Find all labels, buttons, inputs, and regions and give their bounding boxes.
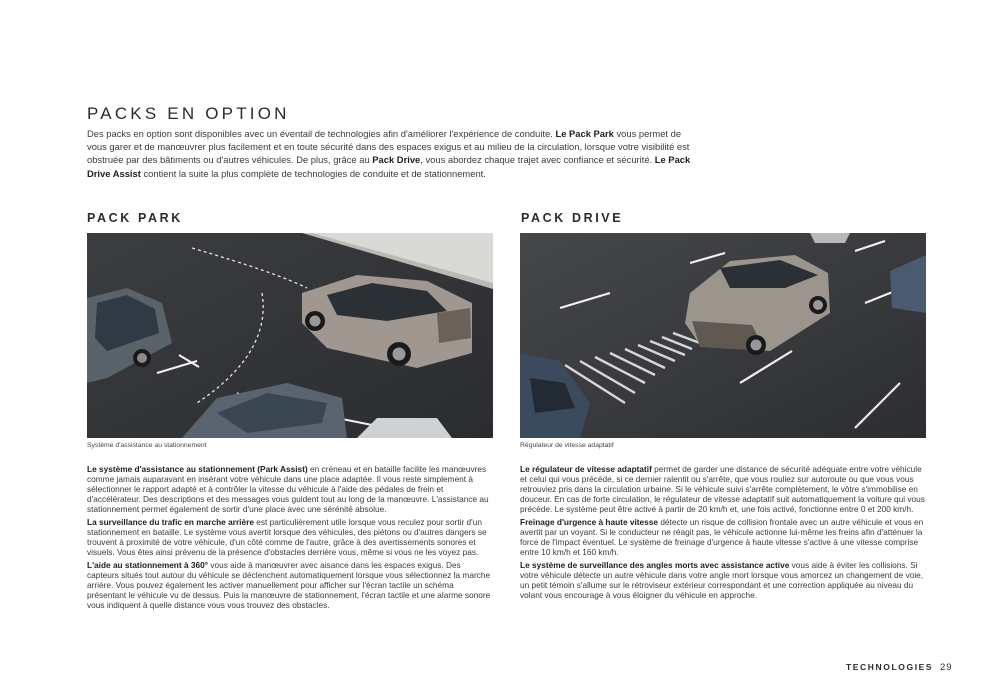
page-number: 29 (940, 662, 953, 673)
park-paragraph-3: L'aide au stationnement à 360° vous aide à manœuvrer avec aisance dans les espaces exigus. Des capteurs situés tout autour du véhicule se déclenchent automatiquement lorsque vous sélectionnez la marche arrière. Vous pouvez également les activer manuellement pour afficher sur l'écran tactile un schéma présentant le véhicule vu de dessus. Puis la manœuvre de stationnement, l'écran tactile et une alarme sonore vous indiquent à quelle distance vous vous trouvez des obstacles. (87, 560, 491, 610)
drive-paragraph-1: Le régulateur de vitesse adaptatif permet de garder une distance de sécurité adéquate entre votre véhicule et celui qui vous précède, si ce dernier ralentit ou s'arrête, que vous rouliez sur autoroute ou que vous vous retrouviez pris dans la circulation urbaine. Si le véhicule suivi s'arrête complètement, le vôtre s'immobilise en douceur. En cas de forte circulation, le régulateur de vitesse adaptatif suit automatiquement la voiture qui vous précède. Le système peut être activé à partir de 20 km/h et, une fois activé, fonctionne entre 0 et 200 km/h. (520, 464, 925, 514)
drive-caption: Régulateur de vitesse adaptatif (520, 442, 614, 449)
section-label: TECHNOLOGIES (846, 662, 934, 672)
page-title: PACKS EN OPTION (87, 104, 290, 123)
pack-park-heading: PACK PARK (87, 211, 183, 225)
pack-drive-heading: PACK DRIVE (521, 211, 624, 225)
drive-body (520, 464, 926, 603)
drive-paragraph-3: Le système de surveillance des angles morts avec assistance active vous aide à éviter les collisions. Si votre véhicule détecte un autre véhicule dans votre angle mort lorsque vous amorcez un changement de voie, un petit témoin s'allume sur le rétroviseur extérieur correspondant et une correction appliquée au niveau du volant vous encourage à vous éloigner du véhicule en approche. (520, 560, 924, 600)
park-assist-photo (87, 233, 493, 438)
drive-paragraph-2: Freinage d'urgence à haute vitesse détecte un risque de collision frontale avec un autre véhicule et vous en avertit par un voyant. Si le conducteur ne réagit pas, le véhicule actionne lui-même les freins afin d'atténuer la force de l'impact éventuel. Le système de freinage d'urgence à haute vitesse s'active à une vitesse comprise entre 10 km/h et 160 km/h. (520, 517, 924, 557)
park-paragraph-2: La surveillance du trafic en marche arrière est particulièrement utile lorsque vous reculez pour sortir d'un stationnement en bataille. Le système vous avertit lorsque des véhicules, des piétons ou d'autres dangers se trouvent à proximité de votre véhicule, d'un côté comme de l'autre, grâce à des avertissements sonores et visuels. Vous êtes ainsi prévenu de la présence d'obstacles derrière vous, même si vous ne les voyez pas. (87, 517, 487, 557)
park-caption: Système d'assistance au stationnement (87, 442, 207, 449)
adaptive-cruise-photo (520, 233, 926, 438)
intro-paragraph: Des packs en option sont disponibles avec un éventail de technologies afin d'améliorer l'expérience de conduite. Le Pack Park vous permet de vous garer et de manœuvrer plus facilement et en toute sécurité dans des espaces exigus et au milieu de la circulation, lorsque votre visibilité est obstruée par des bâtiments ou d'autres véhicules. De plus, grâce au Pack Drive, vous abordez chaque trajet avec confiance et sécurité. Le Pack Drive Assist contient la suite la plus complète de technologies de conduite et de stationnement. (87, 128, 691, 179)
park-paragraph-1: Le système d'assistance au stationnement (Park Assist) en créneau et en bataille facilite les manœuvres comme jamais auparavant en insérant votre véhicule dans une place adaptée. Il vous reste simplement à sélectionner le rapport adapté et à contrôler la vitesse du véhicule à l'aide des pédales de frein et d'accélérateur. Des descriptions et des messages vous guident tout au long de la manœuvre. L'assistance au stationnement permet également de sortir d'une place avec une sérénité absolue. (87, 464, 489, 514)
park-body (87, 464, 493, 613)
